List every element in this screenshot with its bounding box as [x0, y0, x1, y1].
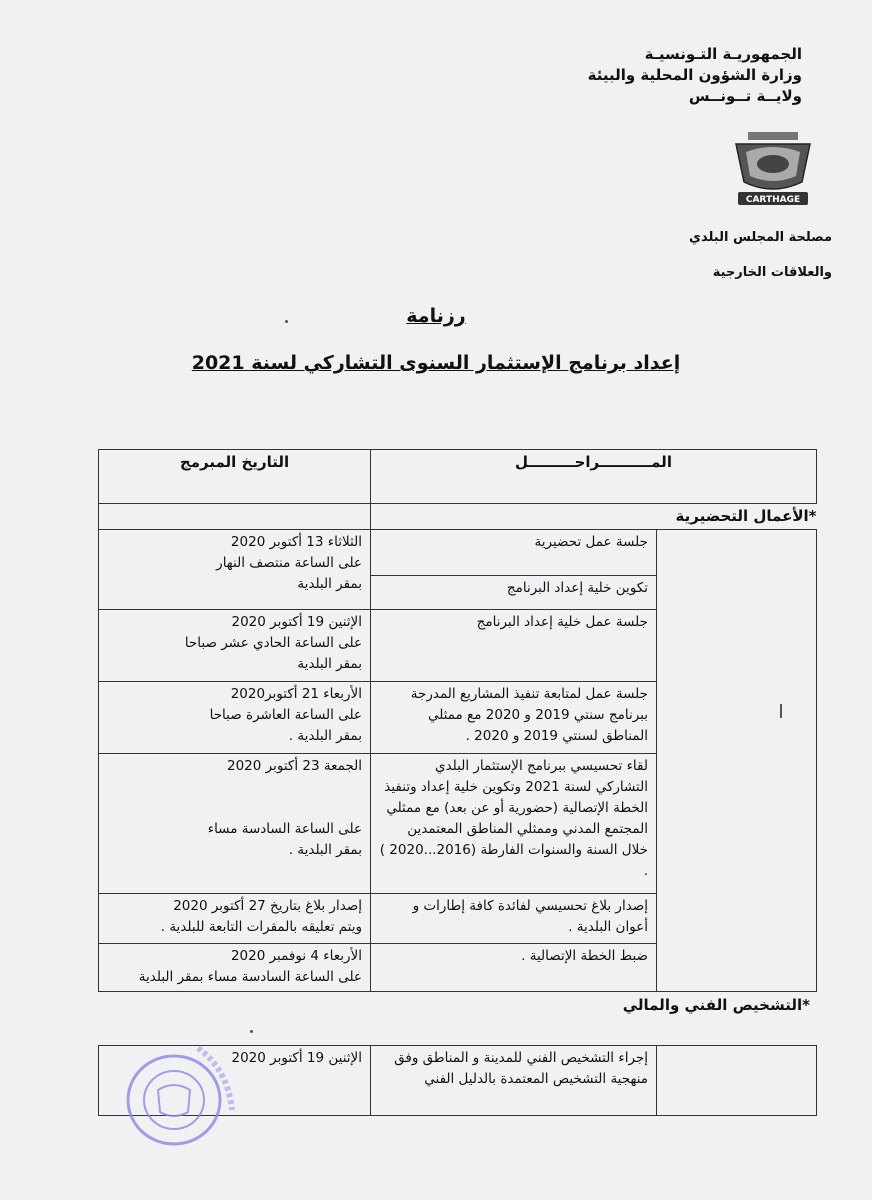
stage-cell: جلسة عمل لمتابعة تنفيذ المشاريع المدرجة ببرنامج سنتي 2019 و 2020 مع ممثلي المناطق لسنتي 2019 و 2020 . — [371, 682, 657, 754]
stage-cell: جلسة عمل تحضيرية — [371, 530, 657, 576]
stage-cell: إجراء التشخيص الفني للمدينة و المناطق وفق منهجية التشخيص المعتمدة بالدليل الفني — [371, 1046, 657, 1116]
date-cell: الإثنين 19 أكتوبر 2020 — [99, 1046, 371, 1116]
date-column-header: التاريخ المبرمج — [99, 450, 371, 504]
table-row — [99, 530, 817, 576]
department-line-2: والعلاقات الخارجية — [712, 265, 832, 280]
header-line-1: الجمهوريـة التـونسيـة — [644, 45, 802, 63]
scan-speck — [780, 704, 782, 718]
section-title-row — [99, 504, 817, 530]
date-cell: الأربعاء 4 نوفمبر 2020 على الساعة السادسة مساء بمقر البلدية — [99, 944, 371, 992]
date-cell: إصدار بلاغ بتاريخ 27 أكتوبر 2020 ويتم تعليقه بالمقرات التابعة للبلدية . — [99, 894, 371, 944]
date-cell: الثلاثاء 13 أكتوبر 2020 على الساعة منتصف النهار بمقر البلدية — [99, 530, 371, 610]
header-line-2: وزارة الشؤون المحلية والبيئة — [587, 66, 802, 84]
date-cell: الأربعاء 21 أكتوبر2020 على الساعة العاشرة صباحا بمقر البلدية . — [99, 682, 371, 754]
group-cell — [657, 530, 817, 992]
schedule-table — [98, 449, 817, 992]
stage-cell: جلسة عمل خلية إعداد البرنامج — [371, 610, 657, 682]
stage-cell: لقاء تحسيسي ببرنامج الإستثمار البلدي التشاركي لسنة 2021 وتكوين خلية إعداد وتنفيذ الخطة الإتصالية (حضورية أو عن بعد) مع ممثلي المجتمع المدني وممثلي المناطق المعتمدين خلال السنة والسنوات الفارطة (2016...2020 ) . — [371, 754, 657, 894]
page-subtitle: إعداد برنامج الإستثمار السنوى التشاركي لسنة 2021 — [191, 352, 681, 374]
stage-column-header: المــــــــــراحـــــــــل — [371, 450, 817, 504]
group-cell — [657, 1046, 817, 1116]
ministry-header — [588, 44, 802, 107]
carthage-emblem-icon — [728, 130, 818, 208]
logo-text: CARTHAGE — [745, 195, 801, 205]
department-line-1: مصلحة المجلس البلدي — [689, 230, 832, 245]
date-cell: الجمعة 23 أكتوبر 2020 على الساعة السادسة مساء بمقر البلدية . — [99, 754, 371, 894]
scan-speck — [250, 1030, 253, 1033]
table-header-row — [99, 450, 817, 504]
section-title-technical: *التشخيص الفني والمالي — [622, 996, 810, 1014]
page-title: رزنامة — [406, 305, 466, 327]
header-line-3: ولايــة تــونــس — [688, 87, 802, 105]
stage-cell: ضبط الخطة الإتصالية . — [371, 944, 657, 992]
scan-speck — [285, 320, 288, 323]
empty-cell — [99, 504, 371, 530]
stage-cell: إصدار بلاغ تحسيسي لفائدة كافة إطارات و أعوان البلدية . — [371, 894, 657, 944]
official-stamp-icon — [108, 1040, 248, 1148]
section-title-preparatory: *الأعمال التحضيرية — [371, 504, 817, 530]
date-cell: الإثنين 19 أكتوبر 2020 على الساعة الحادي عشر صباحا بمقر البلدية — [99, 610, 371, 682]
stage-cell: تكوين خلية إعداد البرنامج — [371, 576, 657, 610]
